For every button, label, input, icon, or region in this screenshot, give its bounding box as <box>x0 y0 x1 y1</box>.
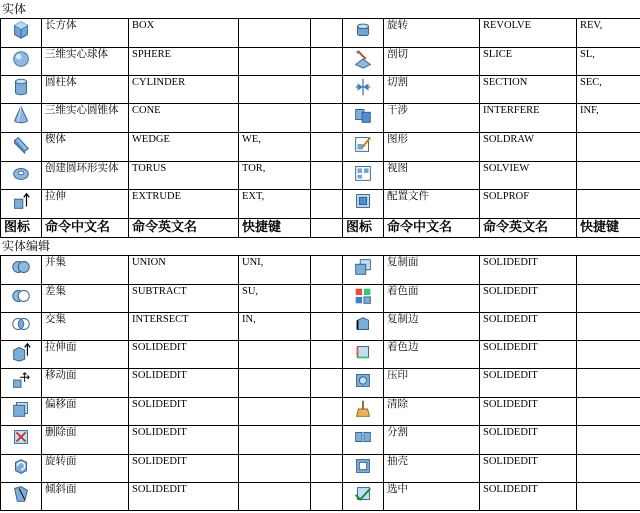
command-zh-name: 三维实心球体 <box>42 48 129 76</box>
icon-cell <box>343 341 384 369</box>
extrude-face-icon <box>10 341 32 363</box>
icon-cell <box>1 190 42 219</box>
command-en-name: SOLIDEDIT <box>129 369 239 398</box>
solview-icon <box>352 162 374 184</box>
command-zh-name: 压印 <box>384 369 480 398</box>
icon-cell <box>343 133 384 162</box>
cylinder-icon <box>10 76 32 98</box>
column-gap <box>311 483 343 511</box>
command-en-name: SOLIDEDIT <box>480 455 577 483</box>
command-shortcut <box>239 398 311 426</box>
command-en-name: EXTRUDE <box>129 190 239 219</box>
icon-cell <box>1 285 42 313</box>
command-shortcut <box>239 48 311 76</box>
header-en: 命令英文名 <box>480 219 577 238</box>
command-shortcut <box>577 369 640 398</box>
table-row <box>1 162 640 190</box>
command-zh-name: 切割 <box>384 76 480 104</box>
command-en-name: SOLIDEDIT <box>480 483 577 511</box>
command-shortcut <box>577 133 640 162</box>
table-row <box>1 369 640 398</box>
offset-face-icon <box>10 398 32 420</box>
command-en-name: INTERFERE <box>480 104 577 133</box>
command-zh-name: 圆柱体 <box>42 76 129 104</box>
command-zh-name: 着色面 <box>384 285 480 313</box>
command-shortcut: REV, <box>577 19 640 48</box>
command-zh-name: 着色边 <box>384 341 480 369</box>
column-gap <box>311 313 343 341</box>
icon-cell <box>343 104 384 133</box>
solid-command-table <box>0 18 640 238</box>
column-gap <box>311 76 343 104</box>
command-zh-name: 复制边 <box>384 313 480 341</box>
header-en: 命令英文名 <box>129 219 239 238</box>
wedge-icon <box>10 133 32 155</box>
command-en-name: SOLIDEDIT <box>129 398 239 426</box>
command-zh-name: 选中 <box>384 483 480 511</box>
command-en-name: SOLIDEDIT <box>480 256 577 285</box>
soldraw-icon <box>352 133 374 155</box>
command-en-name: CONE <box>129 104 239 133</box>
subtract-icon <box>10 285 32 307</box>
separate-icon <box>352 426 374 448</box>
revolve-icon <box>352 19 374 41</box>
command-en-name: SOLPROF <box>480 190 577 219</box>
table-row <box>1 426 640 455</box>
command-shortcut <box>577 162 640 190</box>
command-zh-name: 图形 <box>384 133 480 162</box>
command-en-name: TORUS <box>129 162 239 190</box>
color-edge-icon <box>352 341 374 363</box>
command-zh-name: 分割 <box>384 426 480 455</box>
command-shortcut <box>239 483 311 511</box>
icon-cell <box>1 426 42 455</box>
cone-icon <box>10 104 32 126</box>
shell-icon <box>352 455 374 477</box>
imprint-icon <box>352 369 374 391</box>
clean-icon <box>352 398 374 420</box>
header-shortcut: 快捷键 <box>239 219 311 238</box>
table-row <box>1 133 640 162</box>
table-row <box>1 313 640 341</box>
command-shortcut <box>577 455 640 483</box>
icon-cell <box>1 76 42 104</box>
command-zh-name: 移动面 <box>42 369 129 398</box>
table-row <box>1 398 640 426</box>
command-zh-name: 偏移面 <box>42 398 129 426</box>
command-en-name: INTERSECT <box>129 313 239 341</box>
icon-cell <box>1 19 42 48</box>
command-zh-name: 清除 <box>384 398 480 426</box>
column-gap <box>311 369 343 398</box>
command-en-name: SOLIDEDIT <box>129 455 239 483</box>
command-en-name: SOLIDEDIT <box>129 483 239 511</box>
command-shortcut <box>577 313 640 341</box>
command-shortcut: SL, <box>577 48 640 76</box>
extrude-icon <box>10 190 32 212</box>
icon-cell <box>343 256 384 285</box>
solid-edit-command-table <box>0 255 640 511</box>
command-shortcut <box>239 369 311 398</box>
command-zh-name: 干涉 <box>384 104 480 133</box>
column-gap <box>311 133 343 162</box>
command-zh-name: 配置文件 <box>384 190 480 219</box>
command-zh-name: 剖切 <box>384 48 480 76</box>
icon-cell <box>343 398 384 426</box>
command-shortcut <box>577 285 640 313</box>
command-en-name: SOLIDEDIT <box>129 341 239 369</box>
command-shortcut: WE, <box>239 133 311 162</box>
command-zh-name: 视图 <box>384 162 480 190</box>
command-en-name: SOLDRAW <box>480 133 577 162</box>
taper-face-icon <box>10 483 32 505</box>
command-zh-name: 差集 <box>42 285 129 313</box>
command-zh-name: 并集 <box>42 256 129 285</box>
icon-cell <box>343 455 384 483</box>
command-en-name: SLICE <box>480 48 577 76</box>
icon-cell <box>343 162 384 190</box>
command-en-name: SOLIDEDIT <box>480 369 577 398</box>
header-shortcut: 快捷键 <box>577 219 640 238</box>
icon-cell <box>343 19 384 48</box>
command-en-name: REVOLVE <box>480 19 577 48</box>
sphere-icon <box>10 48 32 70</box>
icon-cell <box>343 369 384 398</box>
icon-cell <box>343 483 384 511</box>
rotate-face-icon <box>10 455 32 477</box>
command-shortcut <box>577 341 640 369</box>
column-gap <box>311 162 343 190</box>
icon-cell <box>1 48 42 76</box>
command-en-name: SOLIDEDIT <box>480 398 577 426</box>
header-zh: 命令中文名 <box>42 219 129 238</box>
column-gap <box>311 19 343 48</box>
table-row <box>1 256 640 285</box>
command-shortcut <box>577 483 640 511</box>
command-shortcut <box>577 398 640 426</box>
table-row <box>1 190 640 219</box>
icon-cell <box>343 313 384 341</box>
command-zh-name: 旋转面 <box>42 455 129 483</box>
command-shortcut <box>239 104 311 133</box>
icon-cell <box>343 285 384 313</box>
command-shortcut <box>577 426 640 455</box>
command-shortcut <box>577 190 640 219</box>
icon-cell <box>1 398 42 426</box>
icon-cell <box>1 369 42 398</box>
command-shortcut <box>239 76 311 104</box>
table-row <box>1 455 640 483</box>
command-zh-name: 旋转 <box>384 19 480 48</box>
column-gap <box>311 190 343 219</box>
move-face-icon <box>10 369 32 391</box>
command-shortcut: SEC, <box>577 76 640 104</box>
command-en-name: SOLIDEDIT <box>480 341 577 369</box>
box-icon <box>10 19 32 41</box>
icon-cell <box>1 455 42 483</box>
section-title-solid-edit: 实体编辑 <box>2 239 51 253</box>
command-shortcut <box>239 455 311 483</box>
column-gap <box>311 341 343 369</box>
icon-cell <box>1 483 42 511</box>
command-shortcut <box>577 256 640 285</box>
header-zh: 命令中文名 <box>384 219 480 238</box>
table-row <box>1 285 640 313</box>
command-en-name: SOLVIEW <box>480 162 577 190</box>
command-shortcut <box>239 426 311 455</box>
command-en-name: SPHERE <box>129 48 239 76</box>
color-face-icon <box>352 285 374 307</box>
torus-icon <box>10 162 32 184</box>
interfere-icon <box>352 104 374 126</box>
table-row <box>1 19 640 48</box>
column-gap <box>311 285 343 313</box>
command-en-name: UNION <box>129 256 239 285</box>
table-row <box>1 76 640 104</box>
command-en-name: SUBTRACT <box>129 285 239 313</box>
command-en-name: SOLIDEDIT <box>480 426 577 455</box>
slice-icon <box>352 48 374 70</box>
union-icon <box>10 256 32 278</box>
icon-cell <box>343 76 384 104</box>
command-zh-name: 倾斜面 <box>42 483 129 511</box>
copy-face-icon <box>352 256 374 278</box>
command-zh-name: 拉伸 <box>42 190 129 219</box>
check-icon <box>352 483 374 505</box>
command-en-name: CYLINDER <box>129 76 239 104</box>
command-shortcut <box>239 19 311 48</box>
delete-face-icon <box>10 426 32 448</box>
column-gap <box>311 398 343 426</box>
table-row <box>1 104 640 133</box>
command-shortcut: EXT, <box>239 190 311 219</box>
command-zh-name: 创建圆环形实体 <box>42 162 129 190</box>
column-gap <box>311 48 343 76</box>
command-en-name: SOLIDEDIT <box>129 426 239 455</box>
icon-cell <box>1 104 42 133</box>
column-gap <box>311 426 343 455</box>
command-zh-name: 交集 <box>42 313 129 341</box>
table-row <box>1 483 640 511</box>
column-gap <box>311 455 343 483</box>
icon-cell <box>343 190 384 219</box>
command-en-name: WEDGE <box>129 133 239 162</box>
command-en-name: BOX <box>129 19 239 48</box>
section-icon <box>352 76 374 98</box>
icon-cell <box>1 133 42 162</box>
icon-cell <box>1 341 42 369</box>
command-zh-name: 复制面 <box>384 256 480 285</box>
column-gap <box>311 104 343 133</box>
command-shortcut: TOR, <box>239 162 311 190</box>
table-row <box>1 341 640 369</box>
command-zh-name: 三维实心圆锥体 <box>42 104 129 133</box>
table-header-row <box>1 219 640 238</box>
section-title-solid: 实体 <box>2 2 27 16</box>
command-en-name: SECTION <box>480 76 577 104</box>
command-zh-name: 抽壳 <box>384 455 480 483</box>
command-zh-name: 楔体 <box>42 133 129 162</box>
column-gap <box>311 219 343 238</box>
copy-edge-icon <box>352 313 374 335</box>
header-icon: 图标 <box>1 219 42 238</box>
command-zh-name: 长方体 <box>42 19 129 48</box>
command-zh-name: 拉伸面 <box>42 341 129 369</box>
command-shortcut <box>239 341 311 369</box>
command-en-name: SOLIDEDIT <box>480 313 577 341</box>
command-shortcut: INF, <box>577 104 640 133</box>
icon-cell <box>1 256 42 285</box>
command-zh-name: 删除面 <box>42 426 129 455</box>
command-shortcut: UNI, <box>239 256 311 285</box>
command-en-name: SOLIDEDIT <box>480 285 577 313</box>
command-shortcut: IN, <box>239 313 311 341</box>
command-shortcut: SU, <box>239 285 311 313</box>
solprof-icon <box>352 190 374 212</box>
column-gap <box>311 256 343 285</box>
table-row <box>1 48 640 76</box>
icon-cell <box>343 48 384 76</box>
icon-cell <box>1 313 42 341</box>
header-icon: 图标 <box>343 219 384 238</box>
intersect-icon <box>10 313 32 335</box>
icon-cell <box>1 162 42 190</box>
icon-cell <box>343 426 384 455</box>
